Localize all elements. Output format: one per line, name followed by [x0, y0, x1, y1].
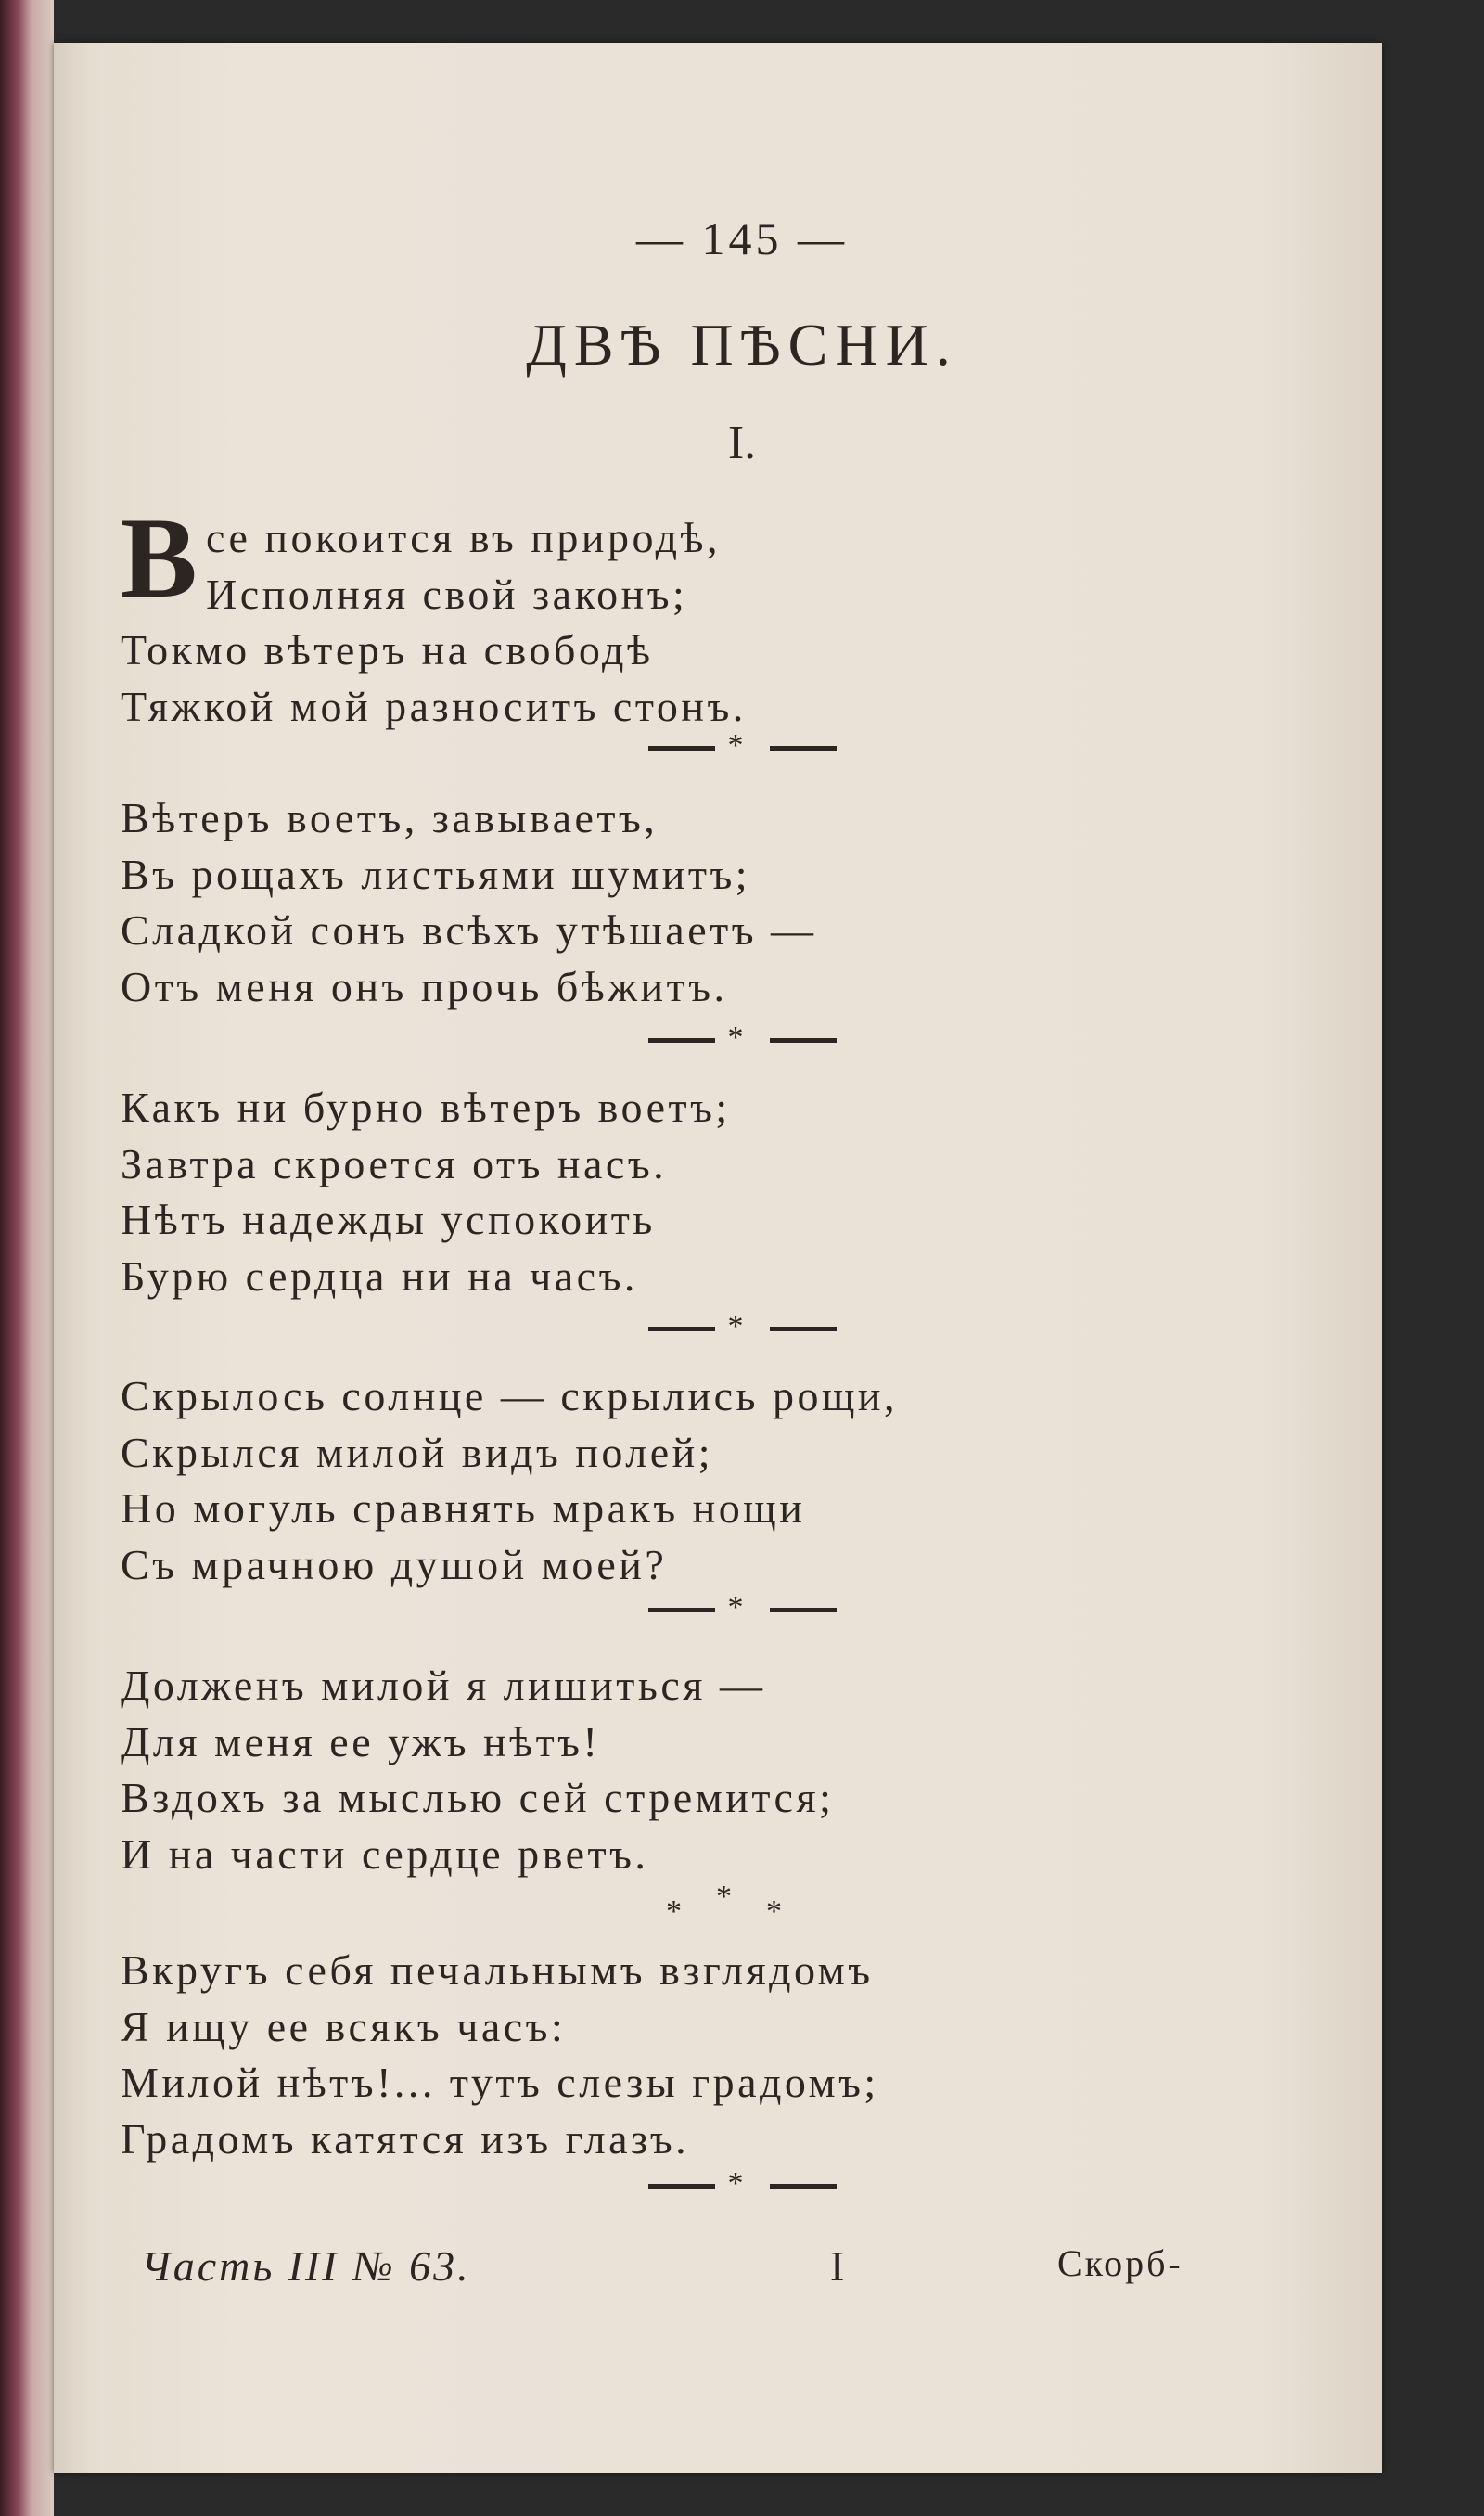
poem-title: ДВѢ ПѢСНИ. [526, 312, 958, 378]
stanza-separator: * [0, 1021, 1484, 1056]
verse-line: Градомъ катятся изъ глазъ. [121, 2114, 690, 2163]
verse-line: Скрылось солнце — скрылись рощи, [121, 1372, 899, 1419]
verse-line: Завтра скроется отъ насъ. [121, 1139, 668, 1187]
verse-line: Какъ ни бурно вѣтеръ воетъ; [121, 1084, 731, 1131]
verse-line: Для меня ее ужъ нѣтъ! [121, 1717, 601, 1765]
verse-line: Токмо вѣтеръ на свободѣ [121, 626, 654, 674]
stanza-1 [121, 510, 747, 735]
verse-line: Вкругъ себя печальнымъ взглядомъ [121, 1946, 874, 1994]
stanza-separator: * [0, 2166, 1484, 2202]
stanza-separator: * [0, 1590, 1484, 1625]
stanza-6 [121, 1943, 879, 2167]
asterism-separator: * * * [666, 1880, 782, 1929]
verse-line: Вѣтеръ воетъ, завываетъ, [121, 794, 659, 841]
verse-line: Въ рощахъ листьями шумитъ; [121, 850, 751, 898]
stanza-3 [121, 1080, 731, 1304]
stanza-5 [121, 1658, 834, 1882]
verse-line: Бурю сердца ни на часъ. [121, 1252, 638, 1300]
verse-line: Вздохъ за мыслью сей стремится; [121, 1774, 835, 1821]
verse-line: Съ мрачною душой моей? [121, 1540, 668, 1588]
verse-line: Я ищу ее всякъ часъ: [121, 2002, 567, 2050]
verse-line: Милой нѣтъ!... тутъ слезы градомъ; [121, 2059, 879, 2106]
drop-cap: В [121, 494, 198, 622]
stanza-4 [121, 1368, 898, 1593]
verse-line: Отъ меня онъ прочь бѣжитъ. [121, 962, 728, 1010]
verse-line: Исполняя свой законъ; [206, 570, 688, 618]
stanza-separator: * [0, 728, 1484, 764]
section-numeral: I. [727, 417, 757, 469]
stanza-separator: * [0, 1309, 1484, 1344]
verse-line: Но могуль сравнять мракъ нощи [121, 1484, 806, 1532]
sheet-mark: I [830, 2242, 848, 2290]
verse-line: Скрылся милой видъ полей; [121, 1428, 714, 1476]
page-number: — 145 — [636, 212, 848, 264]
verse-line: Нѣтъ надежды успокоить [121, 1196, 656, 1243]
signature-mark: Часть III № 63. [141, 2242, 471, 2290]
verse-line: Тяжкой мой разноситъ стонъ. [121, 682, 747, 730]
stanza-2 [121, 790, 817, 1015]
catchword: Скорб- [1057, 2242, 1183, 2284]
verse-line: Сладкой сонъ всѣхъ утѣшаетъ — [121, 906, 817, 954]
verse-line: се покоится въ природѣ, [206, 514, 722, 561]
verse-line: И на части сердце рветъ. [121, 1829, 649, 1878]
verse-line: Долженъ милой я лишиться — [121, 1662, 766, 1709]
